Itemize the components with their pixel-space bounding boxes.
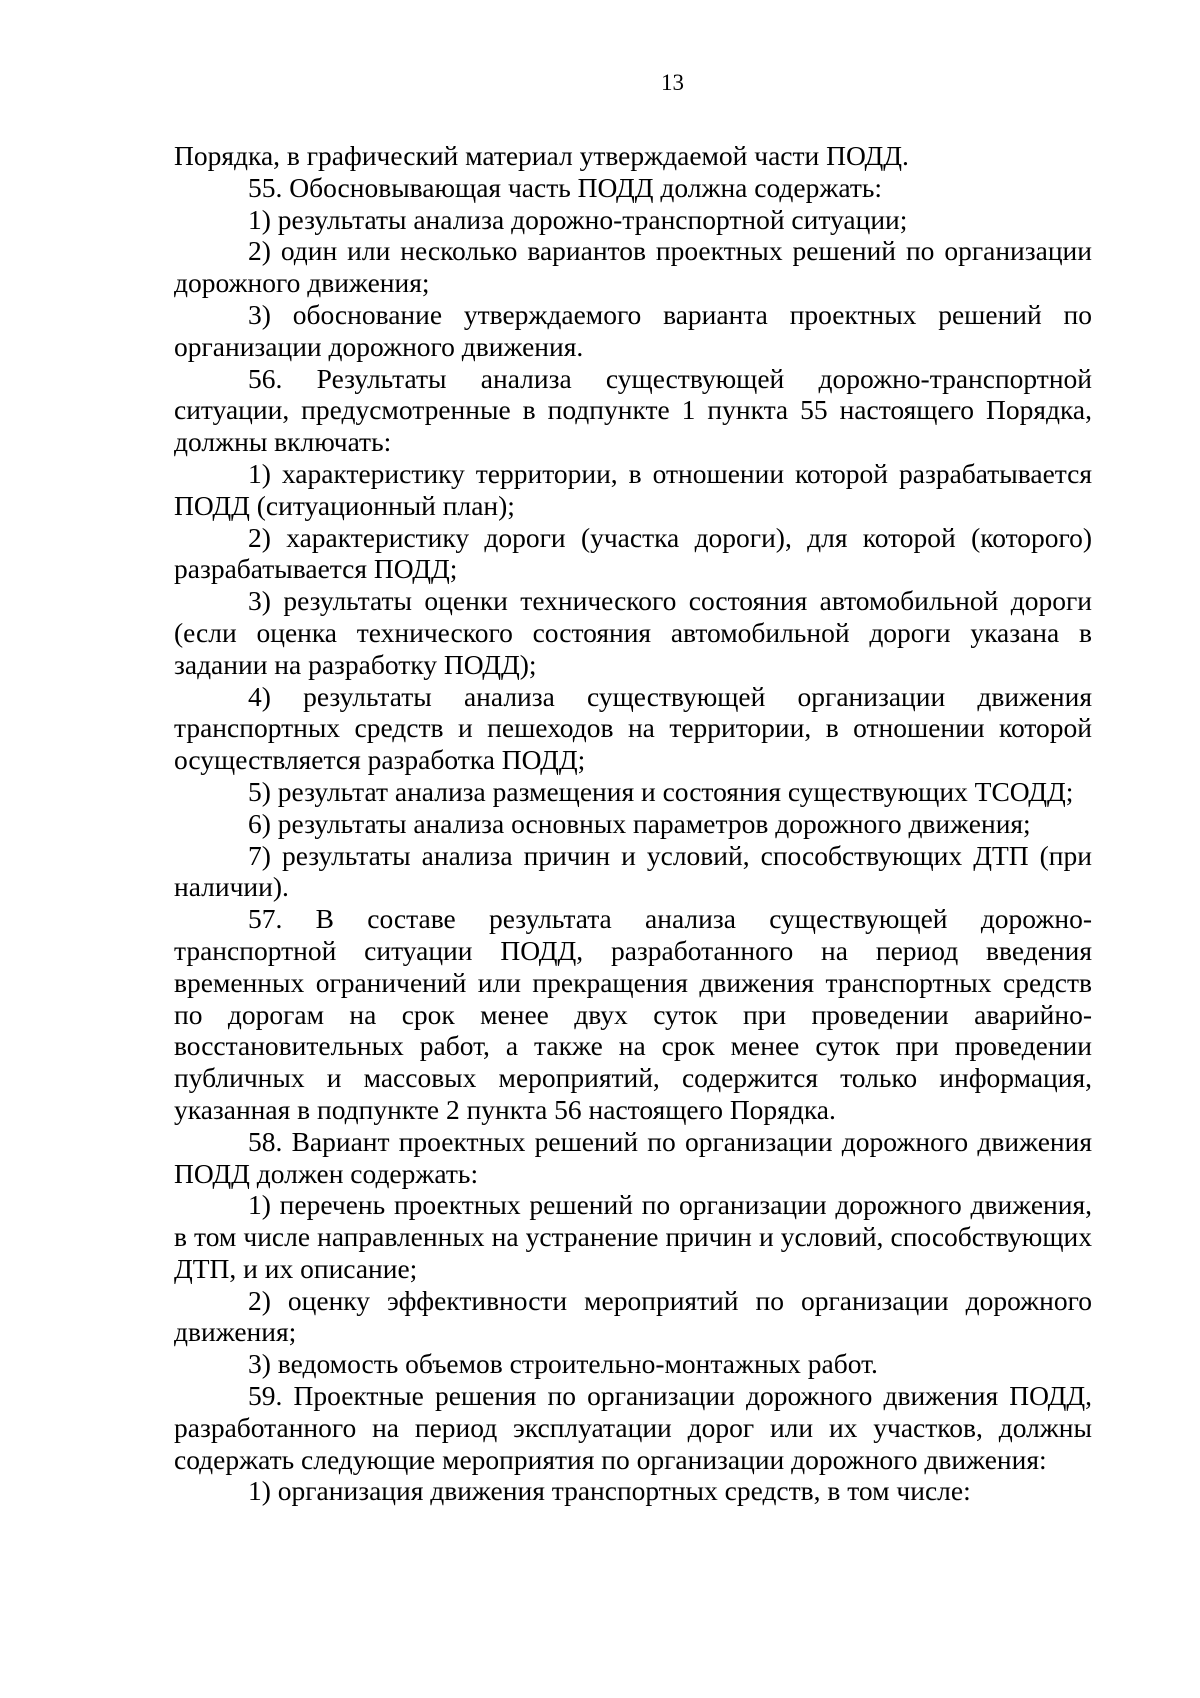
list-item: 2) один или несколько вариантов проектных решений по организации дорожного движения; bbox=[174, 235, 1092, 299]
list-item: 1) перечень проектных решений по организации дорожного движения, в том числе направленных на устранение причин и условий, способствующих ДТП, и их описание; bbox=[174, 1189, 1092, 1284]
document-body bbox=[174, 140, 1092, 1507]
list-item: 4) результаты анализа существующей организации движения транспортных средств и пешеходов на территории, в отношении которой осуществляется разработка ПОДД; bbox=[174, 680, 1092, 776]
list-item: 2) оценку эффективности мероприятий по организации дорожного движения; bbox=[174, 1284, 1092, 1348]
list-item: 1) характеристику территории, в отношении которой разрабатывается ПОДД (ситуационный план); bbox=[174, 457, 1092, 521]
paragraph: 57. В составе результата анализа существующей дорожно-транспортной ситуации ПОДД, разработанного на период введения временных ограничений или прекращения движения транспортных средств по дорогам на срок менее двух суток при проведении аварийно-восстановительных работ, а также на срок менее суток при проведении публичных и массовых мероприятий, содержится только информация, указанная в подпункте 2 пункта 56 настоящего Порядка. bbox=[174, 903, 1092, 1125]
page-number: 13 bbox=[661, 70, 684, 95]
list-item: 3) ведомость объемов строительно-монтажных работ. bbox=[248, 1348, 878, 1380]
list-item: 5) результат анализа размещения и состояния существующих ТСОДД; bbox=[248, 775, 1074, 807]
paragraph: 59. Проектные решения по организации дорожного движения ПОДД, разработанного на период эксплуатации дорог или их участков, должны содержать следующие мероприятия по организации дорожного движения: bbox=[174, 1380, 1092, 1475]
paragraph: 56. Результаты анализа существующей дорожно-транспортной ситуации, предусмотренные в подпункте 1 пункта 55 настоящего Порядка, должны включать: bbox=[174, 362, 1092, 458]
list-item: 6) результаты анализа основных параметров дорожного движения; bbox=[248, 807, 1031, 839]
paragraph: 55. Обосновывающая часть ПОДД должна содержать: bbox=[248, 171, 883, 203]
list-item: 3) результаты оценки технического состояния автомобильной дороги (если оценка технического состояния автомобильной дороги указана в задании на разработку ПОДД); bbox=[174, 585, 1092, 680]
list-item: 3) обоснование утверждаемого варианта проектных решений по организации дорожного движения. bbox=[174, 298, 1092, 362]
list-item: 1) результаты анализа дорожно-транспортной ситуации; bbox=[248, 203, 908, 235]
paragraph: Порядка, в графический материал утверждаемой части ПОДД. bbox=[174, 140, 909, 171]
list-item: 7) результаты анализа причин и условий, способствующих ДТП (при наличии). bbox=[174, 839, 1092, 903]
list-item: 2) характеристику дороги (участка дороги), для которой (которого) разрабатывается ПОДД; bbox=[174, 521, 1092, 585]
paragraph: 58. Вариант проектных решений по организации дорожного движения ПОДД должен содержать: bbox=[174, 1125, 1092, 1189]
list-item: 1) организация движения транспортных средств, в том числе: bbox=[248, 1475, 971, 1507]
